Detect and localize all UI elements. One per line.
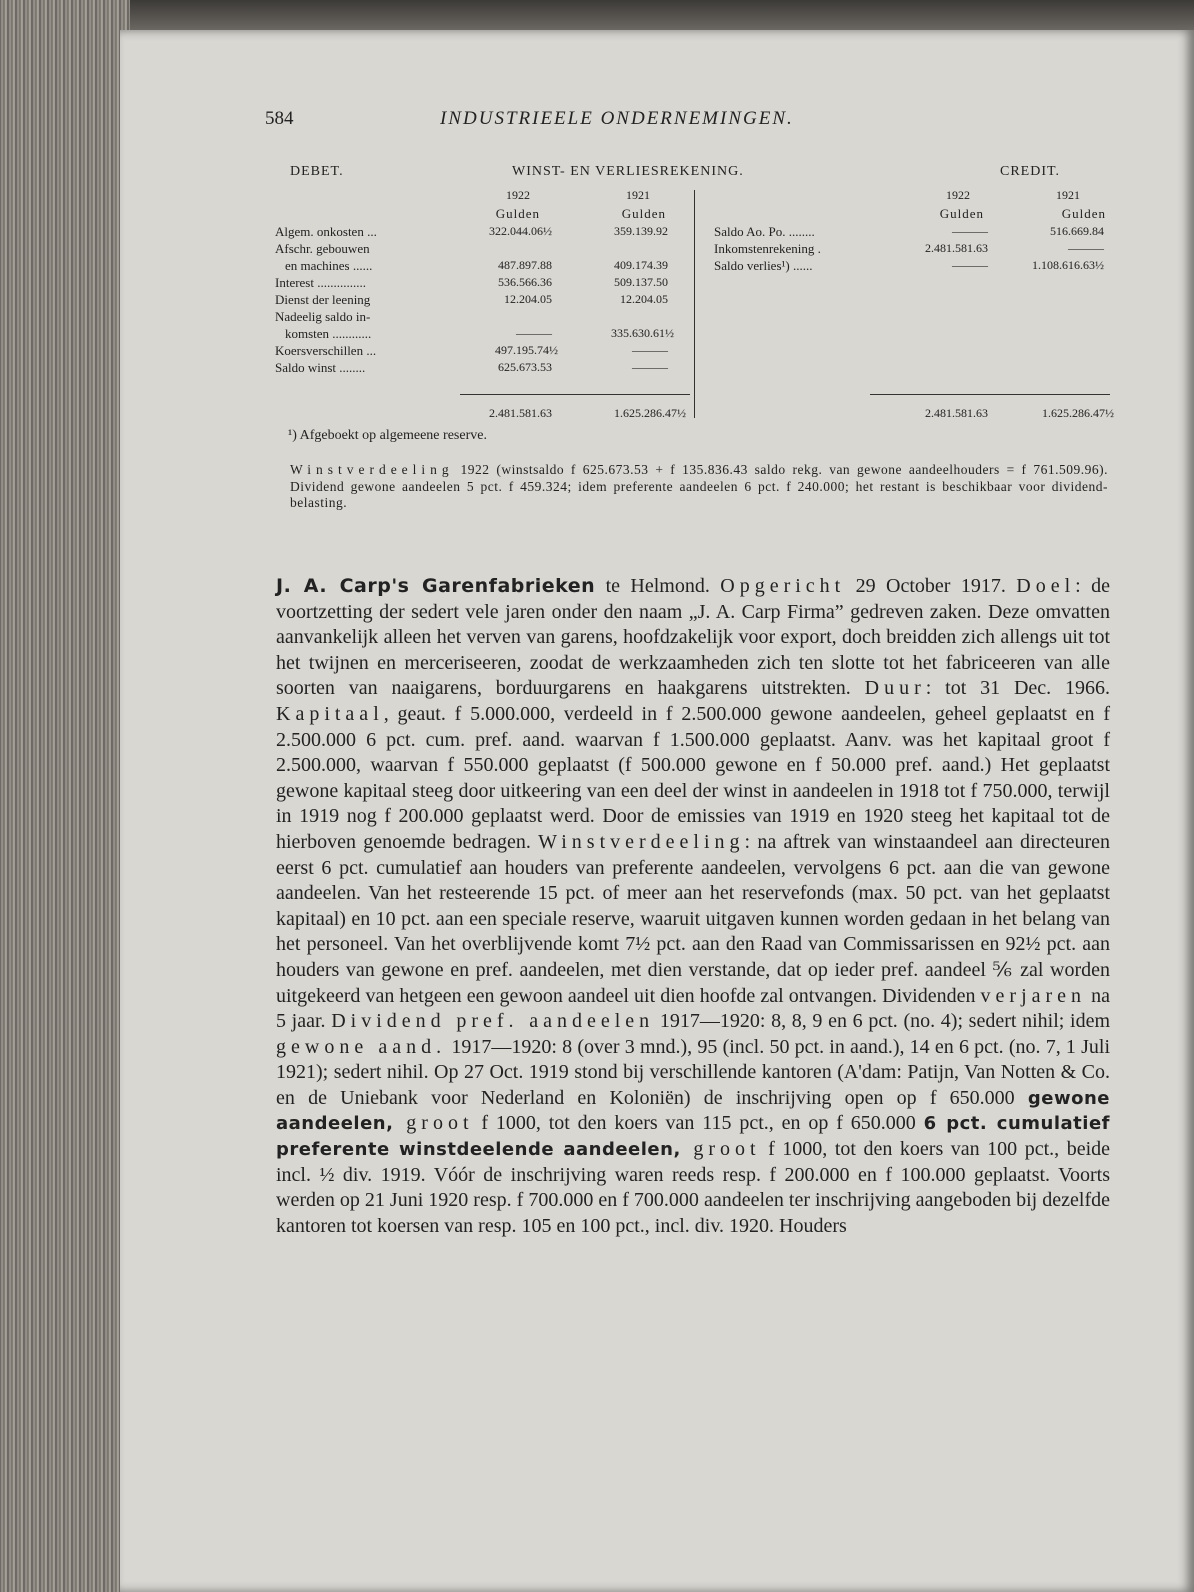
- doel-label: Doel: [1016, 575, 1076, 597]
- debit-sum-rule: [460, 394, 690, 395]
- debet-label: DEBET.: [290, 164, 344, 179]
- winstverdeeling-text: 1922 (winstsaldo f 625.673.53 + f 135.836.43 saldo rekg. van gewone aandeelhouders = f 761.509.96). Dividend gewone aandeelen 5 pct. f 459.324; idem preferente aandeelen 6 pct. f 240.000; het restant is beschikbaar voor dividend-belasting.: [290, 462, 1108, 510]
- credit-sum-rule: [870, 394, 1110, 395]
- book-page-edges: [0, 0, 130, 1592]
- credit-total-1921: 1.625.286.47½: [1042, 406, 1114, 420]
- company-name: J. A. Carp's Garenfabrieken: [276, 575, 596, 597]
- debit-year-1922: 1922: [506, 188, 530, 202]
- debit-total-1921: 1.625.286.47½: [614, 406, 686, 420]
- credit-label: CREDIT.: [1000, 164, 1061, 179]
- credit-currency-1921: Gulden: [1061, 206, 1106, 221]
- debit-currency-1921: Gulden: [621, 206, 666, 221]
- debit-year-1921: 1921: [626, 188, 650, 202]
- article-body: J. A. Carp's Garenfabrieken te Helmond. Opgericht 29 October 1917. Doel: de voortzetting der sedert vele jaren onder den naam „J. A. Carp Firma” gedreven zaken. Deze omvatten aanvankelijk alleen het verven van garens, hoofdzakelijk voor export, doch breidden zich allengs uit tot het twijnen en merceriseeren, zoodat de werkzaamheden zich ten slotte tot het fabriceeren van alle soorten van naaigarens, borduurgarens en haakgarens uitstrekten. Duur: tot 31 Dec. 1966. Kapitaal, geaut. f 5.000.000, verdeeld in f 2.500.000 gewone aandeelen, geheel geplaatst en f 2.500.000 6 pct. cum. pref. aand. waarvan f 1.500.000 geplaatst. Aanv. was het kapitaal groot f 2.500.000, waarvan f 550.000 geplaatst (f 500.000 gewone en f 50.000 pref. aand.) Het geplaatst gewone kapitaal steeg door uitkeering van een deel der winst in aandeelen in 1918 tot f 750.000, terwijl in 1919 nog f 200.000 geplaatst werd. Door de emissies van 1919 en 1920 steeg het kapitaal tot de hierboven genoemde bedragen. Winstverdeeling: na aftrek van winstaandeel aan directeuren eerst 6 pct. cumulatief aan houders van preferente aandeelen, vervolgens 6 pct. aan die van gewone aandeelen. Van het resteerende 15 pct. of meer aan het reservefonds (max. 50 pct. van het geplaatst kapitaal) en 10 pct. aan een speciale reserve, waaruit uitgaven kunnen worden gedaan in het belang van het personeel. Van het overblijvende komt 7½ pct. aan den Raad van Commissarissen en 92½ pct. aan houders van gewone en pref. aandeelen, met dien verstande, dat op ieder pref. aandeel ⅚ zal worden uitgekeerd van hetgeen een gewoon aandeel uit dien hoofde zal ontvangen. Dividenden verjaren na 5 jaar. Dividend pref. aandeelen 1917—1920: 8, 8, 9 en 6 pct. (no. 4); sedert nihil; idem gewone aand. 1917—1920: 8 (over 3 mnd.), 95 (incl. 50 pct. in aand.), 14 en 6 pct. (no. 7, 1 Juli 1921); sedert nihil. Op 27 Oct. 1919 stond bij verschillende kantoren (A'dam: Patijn, Van Notten & Co. en de Uniebank voor Nederland en Koloniën) de inschrijving open op f 650.000 gewone aandeelen, groot f 1000, tot den koers van 115 pct., en op f 650.000 6 pct. cumulatief preferente winstdeelende aandeelen, groot f 1000, tot den koers van 100 pct., beide incl. ½ div. 1919. Vóór de inschrijving waren reeds resp. f 200.000 en f 100.000 geplaatst. Voorts werden op 21 Juni 1920 resp. f 700.000 en f 700.000 aandeelen ter inschrijving aangeboden bij dezelfde kantoren tot koersen van resp. 105 en 100 pct., incl. div. 1920. Houders: [276, 575, 1111, 1237]
- dividend-pref-label: Dividend pref. aandeelen: [331, 1010, 655, 1033]
- preferente-aandeelen-bold: 6 pct. cumulatief preferente winstdeelende aandeelen,: [276, 1113, 1110, 1161]
- table-title: WINST- EN VERLIESREKENING.: [512, 164, 744, 179]
- footnote: ¹) Afgeboekt op algemeene reserve.: [288, 428, 487, 443]
- running-title: INDUSTRIEELE ONDERNEMINGEN.: [440, 108, 794, 129]
- winstverdeeling-heading: Winstverdeeling: [290, 462, 454, 477]
- winstverdeeling-paragraph: [290, 462, 1108, 512]
- credit-year-1922: 1922: [946, 188, 970, 202]
- debit-total-1922: 2.481.581.63: [489, 406, 552, 420]
- verjaren-label: verjaren: [980, 984, 1087, 1007]
- debit-currency-1922: Gulden: [495, 206, 540, 221]
- kapitaal-label: Kapitaal: [276, 702, 384, 725]
- credit-year-1921: 1921: [1056, 188, 1080, 202]
- page-number: 584: [265, 108, 294, 129]
- opgericht-label: Opgericht: [720, 575, 846, 597]
- credit-currency-1922: Gulden: [939, 206, 984, 221]
- gewone-aandeelen-bold: gewone aandeelen,: [276, 1087, 1110, 1135]
- gewone-aand-label: gewone aand.: [276, 1035, 447, 1058]
- table-divider: [694, 190, 695, 418]
- duur-label: Duur: [864, 677, 926, 700]
- credit-total-1922: 2.481.581.63: [925, 406, 988, 420]
- winstverdeeling-label: Winstverdeeling: [538, 830, 745, 853]
